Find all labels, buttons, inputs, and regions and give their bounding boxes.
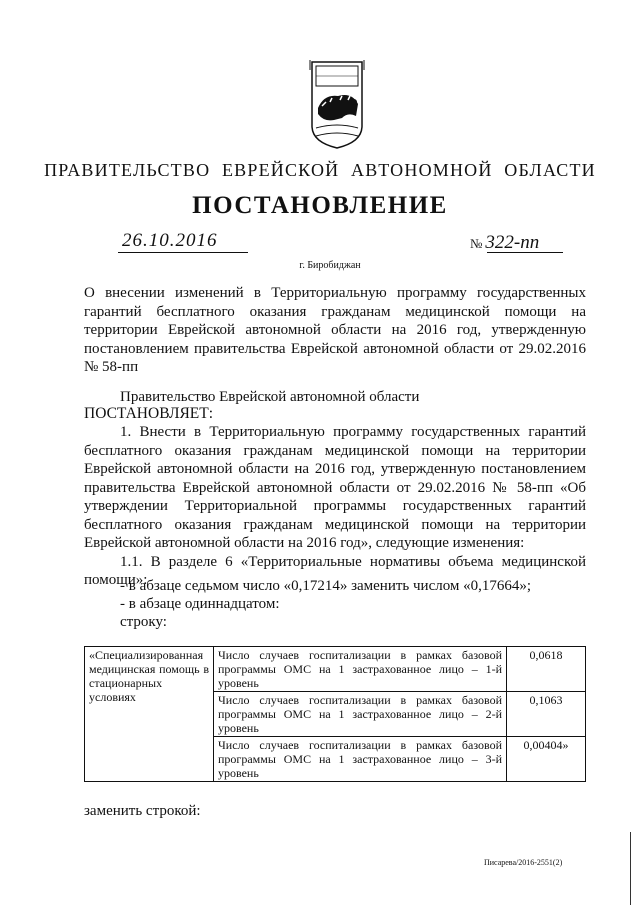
norms-table bbox=[84, 646, 586, 782]
preamble: Правительство Еврейской автономной области bbox=[120, 389, 420, 405]
item-1: - в абзаце седьмом число «0,17214» заменить числом «0,17664»; bbox=[120, 578, 532, 594]
city: г. Биробиджан bbox=[299, 260, 361, 271]
value-cell: 0,1063 bbox=[507, 692, 586, 737]
page-edge-line bbox=[630, 832, 631, 905]
number-label: № bbox=[470, 236, 483, 251]
document-date: 26.10.2016 bbox=[122, 230, 218, 251]
item-2: - в абзаце одиннадцатом: bbox=[120, 596, 280, 612]
description-cell: Число случаев госпитализации в рамках базовой программы ОМС на 1 застрахованное лицо – 1-й уровень bbox=[214, 647, 507, 692]
date-underline bbox=[118, 252, 248, 253]
category-cell: «Специализированная медицинская помощь в стационарных условиях bbox=[85, 647, 214, 782]
description-cell: Число случаев госпитализации в рамках базовой программы ОМС на 1 застрахованное лицо – 2-й уровень bbox=[214, 692, 507, 737]
description-cell: Число случаев госпитализации в рамках базовой программы ОМС на 1 застрахованное лицо – 3-й уровень bbox=[214, 737, 507, 782]
value-cell: 0,0618 bbox=[507, 647, 586, 692]
footer-code: Писарева/2016-2551(2) bbox=[484, 858, 563, 867]
document-type: ПОСТАНОВЛЕНИЕ bbox=[192, 192, 448, 219]
paragraph-1-text: 1. Внести в Территориальную программу государственных гарантий бесплатного оказания гражданам медицинской помощи на территории Еврейской автономной области на 2016 год, утвержденную постановлением правительства Еврейской автономной области от 29.02.2016 № 58-пп «Об утверждении Территориальной программы государственных гарантий бесплатного оказания гражданам медицинской помощи на территории Еврейской автономной области на 2016 год», следующие изменения: bbox=[84, 424, 586, 551]
organization-title: ПРАВИТЕЛЬСТВО ЕВРЕЙСКОЙ АВТОНОМНОЙ ОБЛАСТИ bbox=[44, 160, 596, 180]
item-3: строку: bbox=[120, 614, 167, 630]
number-value: 322-пп bbox=[485, 232, 540, 253]
emblem-tiger-crest-icon bbox=[298, 56, 376, 152]
paragraph-1 bbox=[84, 423, 586, 590]
number-underline bbox=[487, 252, 563, 253]
value-cell: 0,00404» bbox=[507, 737, 586, 782]
resolve-heading: ПОСТАНОВЛЯЕТ: bbox=[84, 405, 214, 422]
paragraph-1-1: 1.1. В разделе 6 «Территориальные нормативы объема медицинской помощи»: bbox=[84, 553, 586, 588]
replace-text: заменить строкой: bbox=[84, 803, 201, 819]
document-subject: О внесении изменений в Территориальную программу государственных гарантий бесплатного оказания гражданам медицинской помощи на территории Еврейской автономной области на 2016 год, утвержденную постановлением правительства Еврейской автономной области от 29.02.2016 № 58-пп bbox=[84, 285, 586, 375]
document-number bbox=[470, 232, 539, 254]
table-row bbox=[85, 647, 586, 692]
